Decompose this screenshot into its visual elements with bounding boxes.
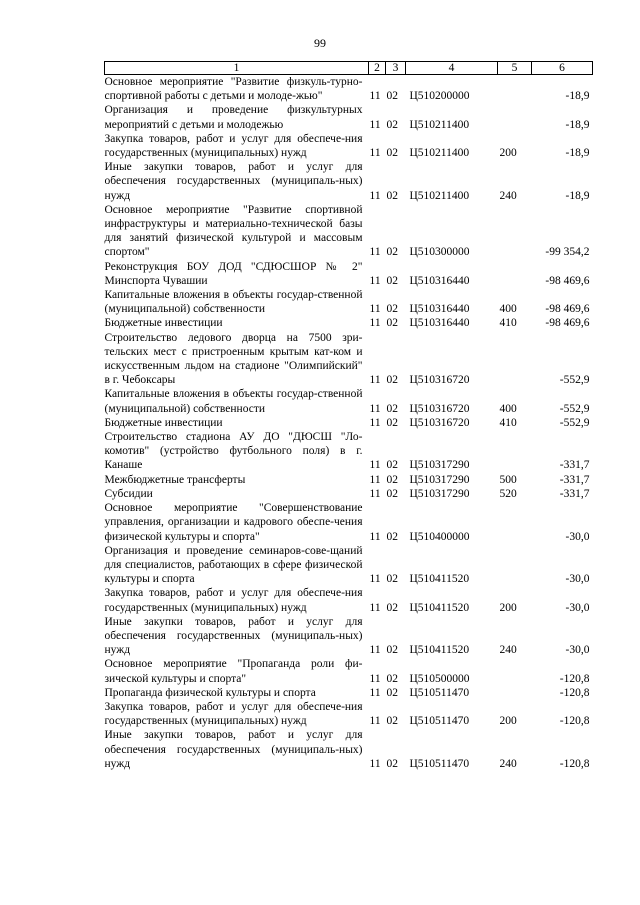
row-section: 11 xyxy=(369,530,381,543)
header-col-2: 2 xyxy=(369,62,386,75)
row-name: Закупка товаров, работ и услуг для обеспече-ния государственных (муниципальных) нужд xyxy=(104,587,363,614)
row-subsection: 02 xyxy=(386,402,398,415)
row-section: 11 xyxy=(369,303,381,316)
row-amount: -552,9 xyxy=(559,402,590,415)
row-name: Основное мероприятие "Пропаганда роли фи-зической культуры и спорта" xyxy=(104,658,363,685)
row-expense-type xyxy=(498,501,532,544)
row-expense-type: 200 xyxy=(499,715,517,728)
row-subsection: 02 xyxy=(386,416,398,429)
row-subsection: 02 xyxy=(386,672,398,685)
row-name: Капитальные вложения в объекты государ-ственной (муниципальной) собственности xyxy=(104,388,363,415)
table-row xyxy=(105,657,593,685)
row-section: 11 xyxy=(369,118,381,131)
row-expense-type: 400 xyxy=(499,303,517,316)
table-row xyxy=(105,103,593,131)
row-amount: -30,0 xyxy=(565,601,590,614)
row-target-code: Ц510511470 xyxy=(409,686,470,699)
row-name: Реконструкция БОУ ДОД "СДЮСШОР № 2" Минспорта Чувашии xyxy=(104,260,363,287)
row-subsection: 02 xyxy=(386,317,398,330)
table-row xyxy=(105,203,593,260)
row-name: Бюджетные инвестиции xyxy=(104,317,223,330)
table-row xyxy=(105,473,593,487)
row-subsection: 02 xyxy=(386,303,398,316)
row-subsection: 02 xyxy=(386,147,398,160)
table-row xyxy=(105,430,593,473)
row-amount: -120,8 xyxy=(559,672,590,685)
row-amount: -18,9 xyxy=(565,90,590,103)
row-expense-type xyxy=(498,686,532,700)
row-subsection: 02 xyxy=(386,374,398,387)
row-subsection: 02 xyxy=(386,90,398,103)
row-expense-type xyxy=(498,544,532,587)
row-expense-type xyxy=(498,657,532,685)
row-name: Иные закупки товаров, работ и услуг для обеспечения государственных (муниципаль-ных) нужд xyxy=(104,729,363,770)
row-target-code: Ц510500000 xyxy=(409,672,470,685)
row-subsection: 02 xyxy=(386,601,398,614)
header-col-3: 3 xyxy=(386,62,406,75)
row-expense-type: 410 xyxy=(499,317,517,330)
row-name: Основное мероприятие "Совершенствование управления, организации и кадрового обеспе-чения физической культуры и спорта" xyxy=(104,502,363,543)
row-subsection: 02 xyxy=(386,686,398,699)
row-section: 11 xyxy=(369,274,381,287)
row-amount: -30,0 xyxy=(565,530,590,543)
row-target-code: Ц510411520 xyxy=(409,644,470,657)
row-expense-type: 500 xyxy=(499,473,517,486)
row-name: Основное мероприятие "Развитие спортивной инфраструктуры и материально-технической базы для занятий физической культурой и массовым спортом" xyxy=(104,203,363,259)
row-amount: -552,9 xyxy=(559,374,590,387)
table-row xyxy=(105,260,593,288)
row-amount: -18,9 xyxy=(565,189,590,202)
row-target-code: Ц510316720 xyxy=(409,374,470,387)
table-row xyxy=(105,331,593,388)
row-section: 11 xyxy=(369,757,381,770)
row-name: Иные закупки товаров, работ и услуг для обеспечения государственных (муниципаль-ных) нужд xyxy=(104,161,363,202)
row-expense-type: 240 xyxy=(499,189,517,202)
row-name: Бюджетные инвестиции xyxy=(104,416,223,429)
row-target-code: Ц510200000 xyxy=(409,90,470,103)
row-section: 11 xyxy=(369,459,381,472)
row-amount: -18,9 xyxy=(565,147,590,160)
table-header xyxy=(105,62,593,75)
table-row xyxy=(105,487,593,501)
row-expense-type: 240 xyxy=(499,644,517,657)
row-subsection: 02 xyxy=(386,473,398,486)
row-target-code: Ц510316720 xyxy=(409,402,470,415)
table-row xyxy=(105,586,593,614)
row-subsection: 02 xyxy=(386,644,398,657)
table-row xyxy=(105,615,593,658)
row-name: Пропаганда физической культуры и спорта xyxy=(104,686,316,699)
row-amount: -120,8 xyxy=(559,757,590,770)
row-name: Строительство ледового дворца на 7500 зри-тельских мест с пристроенным крытым кат-ком и искусственным льдом на стадионе "Олимпийский" в г. Чебоксары xyxy=(104,331,363,387)
row-name: Межбюджетные трансферты xyxy=(104,473,246,486)
row-target-code: Ц510316440 xyxy=(409,303,470,316)
row-section: 11 xyxy=(369,601,381,614)
row-target-code: Ц510316720 xyxy=(409,416,470,429)
row-expense-type: 200 xyxy=(499,601,517,614)
row-name: Закупка товаров, работ и услуг для обеспече-ния государственных (муниципальных) нужд xyxy=(104,700,363,728)
row-amount: -331,7 xyxy=(559,473,590,486)
row-name: Строительство стадиона АУ ДО "ДЮСШ "Ло-комотив" (устройство футбольного поля) в г. Канаше xyxy=(104,431,363,472)
header-row xyxy=(105,62,593,75)
row-target-code: Ц510317290 xyxy=(409,459,470,472)
row-subsection: 02 xyxy=(386,530,398,543)
row-section: 11 xyxy=(369,402,381,415)
row-target-code: Ц510411520 xyxy=(409,601,470,614)
row-subsection: 02 xyxy=(386,573,398,586)
row-target-code: Ц510211400 xyxy=(409,118,470,131)
row-section: 11 xyxy=(369,573,381,586)
row-amount: -120,8 xyxy=(559,715,590,728)
row-amount: -99 354,2 xyxy=(545,246,590,259)
row-amount: -331,7 xyxy=(559,487,590,500)
row-subsection: 02 xyxy=(386,487,398,500)
table-row xyxy=(105,501,593,544)
header-col-5: 5 xyxy=(498,62,532,75)
row-expense-type xyxy=(498,430,532,473)
row-section: 11 xyxy=(369,473,381,486)
row-subsection: 02 xyxy=(386,189,398,202)
row-amount: -98 469,6 xyxy=(545,303,590,316)
table-row xyxy=(105,387,593,415)
row-expense-type: 410 xyxy=(499,416,517,429)
row-target-code: Ц510317290 xyxy=(409,473,470,486)
row-name: Организация и проведение физкультурных мероприятий с детьми и молодежью xyxy=(104,104,363,131)
row-section: 11 xyxy=(369,189,381,202)
row-expense-type: 400 xyxy=(499,402,517,415)
row-section: 11 xyxy=(369,317,381,330)
header-col-4: 4 xyxy=(406,62,498,75)
row-expense-type xyxy=(498,203,532,260)
table-row xyxy=(105,132,593,160)
row-section: 11 xyxy=(369,374,381,387)
row-amount: -552,9 xyxy=(559,416,590,429)
row-subsection: 02 xyxy=(386,274,398,287)
table-row xyxy=(105,75,593,104)
row-amount: -120,8 xyxy=(559,686,590,699)
row-amount: -98 469,6 xyxy=(545,274,590,287)
row-target-code: Ц510211400 xyxy=(409,189,470,202)
row-expense-type xyxy=(498,260,532,288)
row-target-code: Ц510316440 xyxy=(409,274,470,287)
table-row xyxy=(105,316,593,330)
row-name: Иные закупки товаров, работ и услуг для обеспечения государственных (муниципаль-ных) нужд xyxy=(104,615,363,657)
row-target-code: Ц510400000 xyxy=(409,530,470,543)
row-section: 11 xyxy=(369,487,381,500)
row-expense-type: 520 xyxy=(499,487,517,500)
row-amount: -18,9 xyxy=(565,118,590,131)
table-row xyxy=(105,544,593,587)
table-row xyxy=(105,728,593,771)
row-amount: -98 469,6 xyxy=(545,317,590,330)
budget-table xyxy=(104,61,593,771)
row-name: Закупка товаров, работ и услуг для обеспече-ния государственных (муниципальных) нужд xyxy=(104,132,363,160)
row-expense-type xyxy=(498,75,532,104)
row-expense-type xyxy=(498,331,532,388)
row-section: 11 xyxy=(369,672,381,685)
row-name: Организация и проведение семинаров-сове-щаний для специалистов, работающих в сфере физической культуры и спорта xyxy=(104,544,363,586)
row-section: 11 xyxy=(369,147,381,160)
row-section: 11 xyxy=(369,416,381,429)
header-col-1: 1 xyxy=(105,62,369,75)
table-row xyxy=(105,288,593,316)
row-expense-type: 240 xyxy=(499,757,517,770)
table-body xyxy=(105,75,593,771)
row-name: Основное мероприятие "Развитие физкуль-турно-спортивной работы с детьми и молоде-жью" xyxy=(104,76,363,103)
row-expense-type: 200 xyxy=(499,147,517,160)
row-subsection: 02 xyxy=(386,715,398,728)
row-subsection: 02 xyxy=(386,246,398,259)
row-amount: -331,7 xyxy=(559,459,590,472)
row-name: Субсидии xyxy=(104,487,153,500)
row-target-code: Ц510211400 xyxy=(409,147,470,160)
row-amount: -30,0 xyxy=(565,573,590,586)
row-section: 11 xyxy=(369,644,381,657)
row-target-code: Ц510300000 xyxy=(409,246,470,259)
row-section: 11 xyxy=(369,90,381,103)
row-target-code: Ц510411520 xyxy=(409,573,470,586)
row-target-code: Ц510316440 xyxy=(409,317,470,330)
row-section: 11 xyxy=(369,246,381,259)
row-section: 11 xyxy=(369,715,381,728)
row-subsection: 02 xyxy=(386,757,398,770)
row-amount: -30,0 xyxy=(565,644,590,657)
row-name: Капитальные вложения в объекты государ-ственной (муниципальной) собственности xyxy=(104,289,363,316)
row-expense-type xyxy=(498,103,532,131)
row-target-code: Ц510511470 xyxy=(409,757,470,770)
row-target-code: Ц510317290 xyxy=(409,487,470,500)
row-section: 11 xyxy=(369,686,381,699)
page-number: 99 xyxy=(314,36,326,50)
table-row xyxy=(105,416,593,430)
row-subsection: 02 xyxy=(386,459,398,472)
row-target-code: Ц510511470 xyxy=(409,715,470,728)
table-row xyxy=(105,686,593,700)
row-subsection: 02 xyxy=(386,118,398,131)
table-row xyxy=(105,700,593,728)
table-row xyxy=(105,160,593,203)
header-col-6: 6 xyxy=(532,62,593,75)
